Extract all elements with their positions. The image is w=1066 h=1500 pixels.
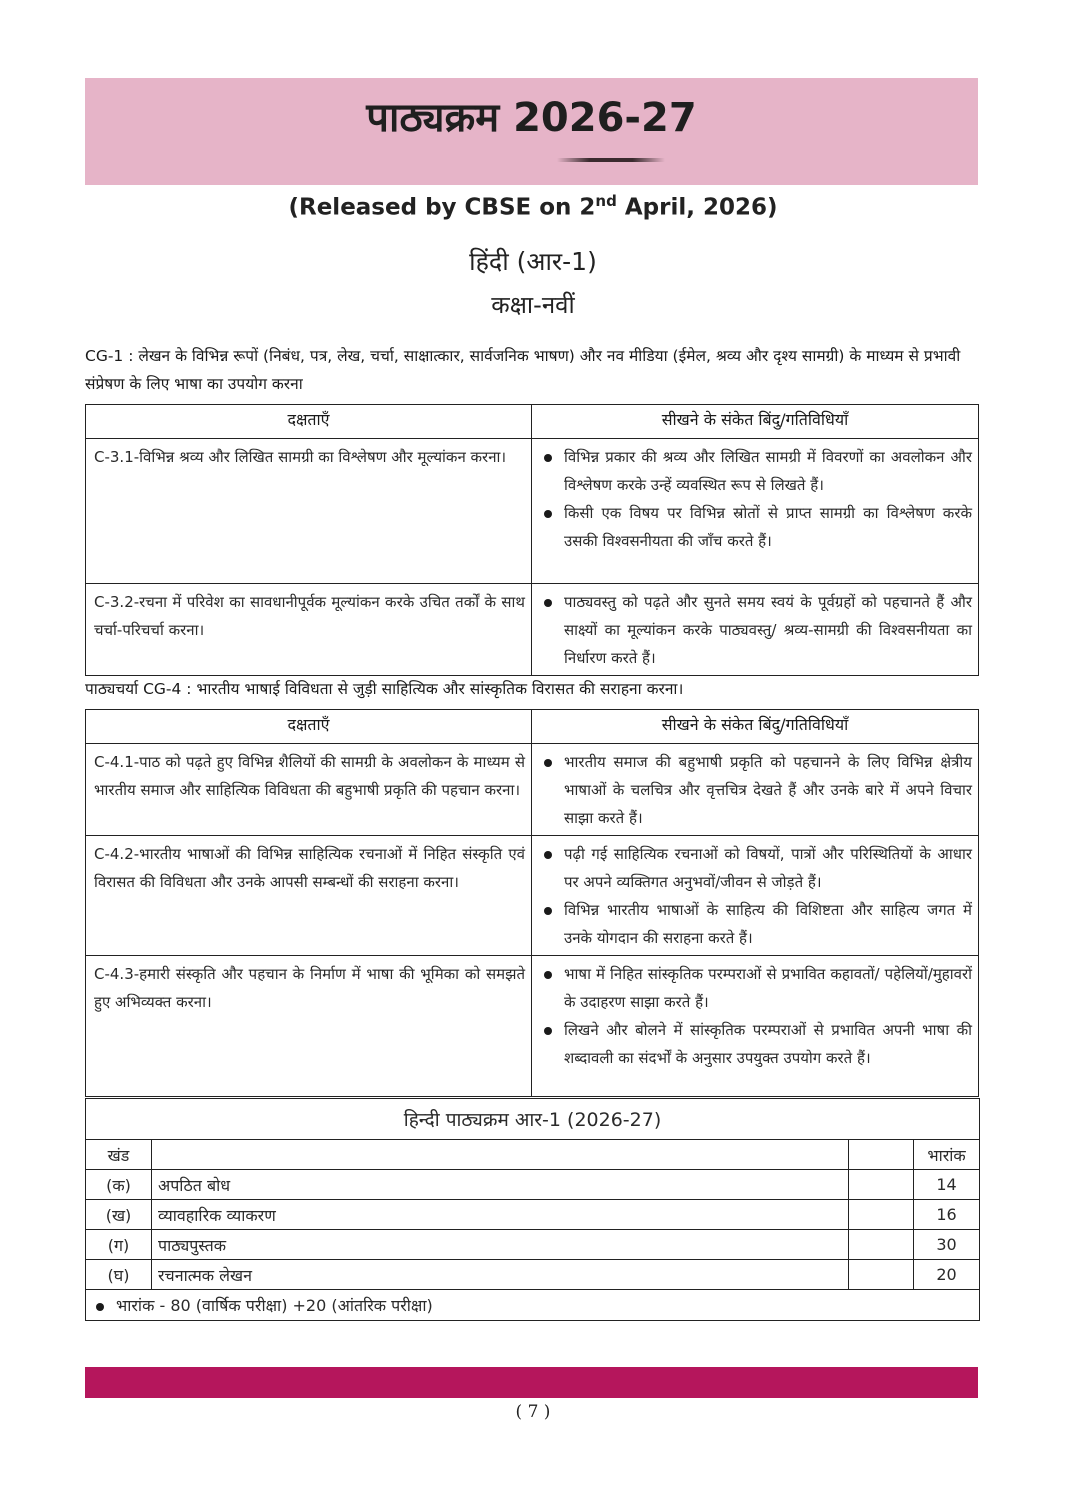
blank-header-cell — [152, 1140, 849, 1170]
activity-item — [540, 748, 972, 832]
blank-cell — [849, 1230, 914, 1260]
activity-item — [540, 499, 972, 555]
section-name: पाठ्यपुस्तक — [152, 1230, 849, 1260]
table-row — [86, 1260, 980, 1290]
competency-cell: C-4.1-पाठ को पढ़ते हुए विभिन्न शैलियों की सामग्री के अवलोकन के माध्यम से भारतीय समाज और साहित्यिक विविधता की बहुभाषी प्रकृति की पहचान करना। — [86, 744, 532, 836]
section-marks: 16 — [914, 1200, 980, 1230]
col-competency-header: दक्षताएँ — [86, 710, 532, 744]
activities-cell — [532, 956, 979, 1097]
bullet-icon — [544, 971, 552, 979]
activity-item — [540, 960, 972, 1016]
table-header-row — [86, 405, 979, 439]
marks-title-row — [86, 1099, 980, 1140]
section-label: (घ) — [86, 1260, 152, 1290]
subject-title: हिंदी (आर-1) — [469, 247, 597, 276]
activity-item — [540, 1016, 972, 1072]
table-header-row — [86, 710, 979, 744]
activities-cell — [532, 584, 979, 676]
blank-cell — [849, 1200, 914, 1230]
blank-cell — [849, 1260, 914, 1290]
section-label: (ख) — [86, 1200, 152, 1230]
col-section-header: खंड — [86, 1140, 152, 1170]
activities-cell — [532, 439, 979, 584]
col-activities-header: सीखने के संकेत बिंदु/गतिविधियाँ — [532, 405, 979, 439]
section-name: रचनात्मक लेखन — [152, 1260, 849, 1290]
cg1-table — [85, 404, 979, 676]
release-note — [0, 192, 1066, 221]
section-marks: 14 — [914, 1170, 980, 1200]
competency-cell: C-3.1-विभिन्न श्रव्य और लिखित सामग्री का विश्लेषण और मूल्यांकन करना। — [86, 439, 532, 584]
activity-text: भाषा में निहित सांस्कृतिक परम्पराओं से प्रभावित कहावतों/ पहेलियों/मुहावरों के उदाहरण साझा करते हैं। — [564, 965, 972, 1011]
activities-cell — [532, 836, 979, 956]
bullet-icon — [544, 454, 552, 462]
bullet-icon — [544, 851, 552, 859]
page-number: ( 7 ) — [515, 1402, 551, 1422]
title-banner — [85, 78, 978, 185]
bullet-icon — [544, 907, 552, 915]
marks-footnote — [86, 1290, 980, 1321]
section-label: (ग) — [86, 1230, 152, 1260]
table-row — [86, 439, 979, 584]
section-marks: 30 — [914, 1230, 980, 1260]
col-competency-header: दक्षताएँ — [86, 405, 532, 439]
table-row — [86, 744, 979, 836]
activity-item — [540, 840, 972, 896]
activity-text: लिखने और बोलने में सांस्कृतिक परम्पराओं से प्रभावित अपनी भाषा की शब्दावली का संदर्भों के अनुसार उपयुक्त उपयोग करते हैं। — [564, 1021, 972, 1067]
section-label: (क) — [86, 1170, 152, 1200]
table-row — [86, 1230, 980, 1260]
release-note-prefix: (Released by CBSE on 2 — [288, 194, 596, 221]
footnote-text: भारांक - 80 (वार्षिक परीक्षा) +20 (आंतरिक परीक्षा) — [116, 1296, 433, 1315]
bullet-icon — [544, 599, 552, 607]
table-row — [86, 836, 979, 956]
bullet-icon — [544, 1027, 552, 1035]
competency-cell: C-4.3-हमारी संस्कृति और पहचान के निर्माण में भाषा की भूमिका को समझते हुए अभिव्यक्त करना। — [86, 956, 532, 1097]
section-marks: 20 — [914, 1260, 980, 1290]
marks-footnote-row — [86, 1290, 980, 1321]
table-row — [86, 1200, 980, 1230]
cg4-table — [85, 709, 979, 1097]
activity-text: किसी एक विषय पर विभिन्न स्रोतों से प्राप्त सामग्री का विश्लेषण करके उसकी विश्वसनीयता की जाँच करते हैं। — [564, 504, 972, 550]
marks-header-row — [86, 1140, 980, 1170]
section-name: व्यावहारिक व्याकरण — [152, 1200, 849, 1230]
table-row — [86, 956, 979, 1097]
activity-text: पाठ्यवस्तु को पढ़ते और सुनते समय स्वयं के पूर्वग्रहों को पहचानते हैं और साक्ष्यों का मूल्यांकन करके पाठ्यवस्तु/ श्रव्य-सामग्री की विश्वसनीयता का निर्धारण करते हैं। — [564, 593, 972, 667]
blank-cell — [849, 1170, 914, 1200]
table-row — [86, 1170, 980, 1200]
activities-cell — [532, 744, 979, 836]
marks-table — [85, 1098, 980, 1321]
bullet-icon — [544, 759, 552, 767]
competency-cell: C-4.2-भारतीय भाषाओं की विभिन्न साहित्यिक रचनाओं में निहित संस्कृति एवं विरासत की विविधता और उनके आपसी सम्बन्धों की सराहना करना। — [86, 836, 532, 956]
activity-item — [540, 896, 972, 952]
release-note-sup: nd — [595, 192, 617, 210]
activity-text: भारतीय समाज की बहुभाषी प्रकृति को पहचानने के लिए विभिन्न क्षेत्रीय भाषाओं के चलचित्र और वृत्तचित्र देखते हैं और उनके बारे में अपने विचार साझा करते हैं। — [564, 753, 972, 827]
marks-table-title: हिन्दी पाठ्यक्रम आर-1 (2026-27) — [86, 1099, 980, 1140]
bullet-icon — [96, 1303, 104, 1311]
blank-header-cell — [849, 1140, 914, 1170]
release-note-suffix: April, 2026) — [616, 194, 778, 221]
section-name: अपठित बोध — [152, 1170, 849, 1200]
cg1-heading: CG-1 : लेखन के विभिन्न रूपों (निबंध, पत्र, लेख, चर्चा, साक्षात्कार, सार्वजनिक भाषण) और नव मीडिया (ईमेल, श्रव्य और दृश्य सामग्री) के माध्यम से प्रभावी संप्रेषण के लिए भाषा का उपयोग करना — [85, 347, 961, 393]
activity-text: विभिन्न भारतीय भाषाओं के साहित्य की विशिष्टता और साहित्य जगत में उनके योगदान की सराहना करते हैं। — [564, 901, 972, 947]
bullet-icon — [544, 510, 552, 518]
title-underline — [557, 158, 665, 162]
class-title: कक्षा-नवीं — [491, 291, 575, 319]
activity-text: विभिन्न प्रकार की श्रव्य और लिखित सामग्री में विवरणों का अवलोकन और विश्लेषण करके उन्हें व्यवस्थित रूप से लिखते हैं। — [564, 448, 972, 494]
competency-cell: C-3.2-रचना में परिवेश का सावधानीपूर्वक मूल्यांकन करके उचित तर्कों के साथ चर्चा-परिचर्चा करना। — [86, 584, 532, 676]
activity-item — [540, 443, 972, 499]
col-activities-header: सीखने के संकेत बिंदु/गतिविधियाँ — [532, 710, 979, 744]
col-marks-header: भारांक — [914, 1140, 980, 1170]
table-row — [86, 584, 979, 676]
activity-item — [540, 588, 972, 672]
cg4-heading: पाठ्यचर्या CG-4 : भारतीय भाषाई विविधता से जुड़ी साहित्यिक और सांस्कृतिक विरासत की सराहना करना। — [85, 680, 684, 698]
page-title: पाठ्यक्रम 2026-27 — [366, 95, 697, 141]
footer-bar — [85, 1367, 978, 1398]
activity-text: पढ़ी गई साहित्यिक रचनाओं को विषयों, पात्रों और परिस्थितियों के आधार पर अपने व्यक्तिगत अनुभवों/जीवन से जोड़ते हैं। — [564, 845, 972, 891]
